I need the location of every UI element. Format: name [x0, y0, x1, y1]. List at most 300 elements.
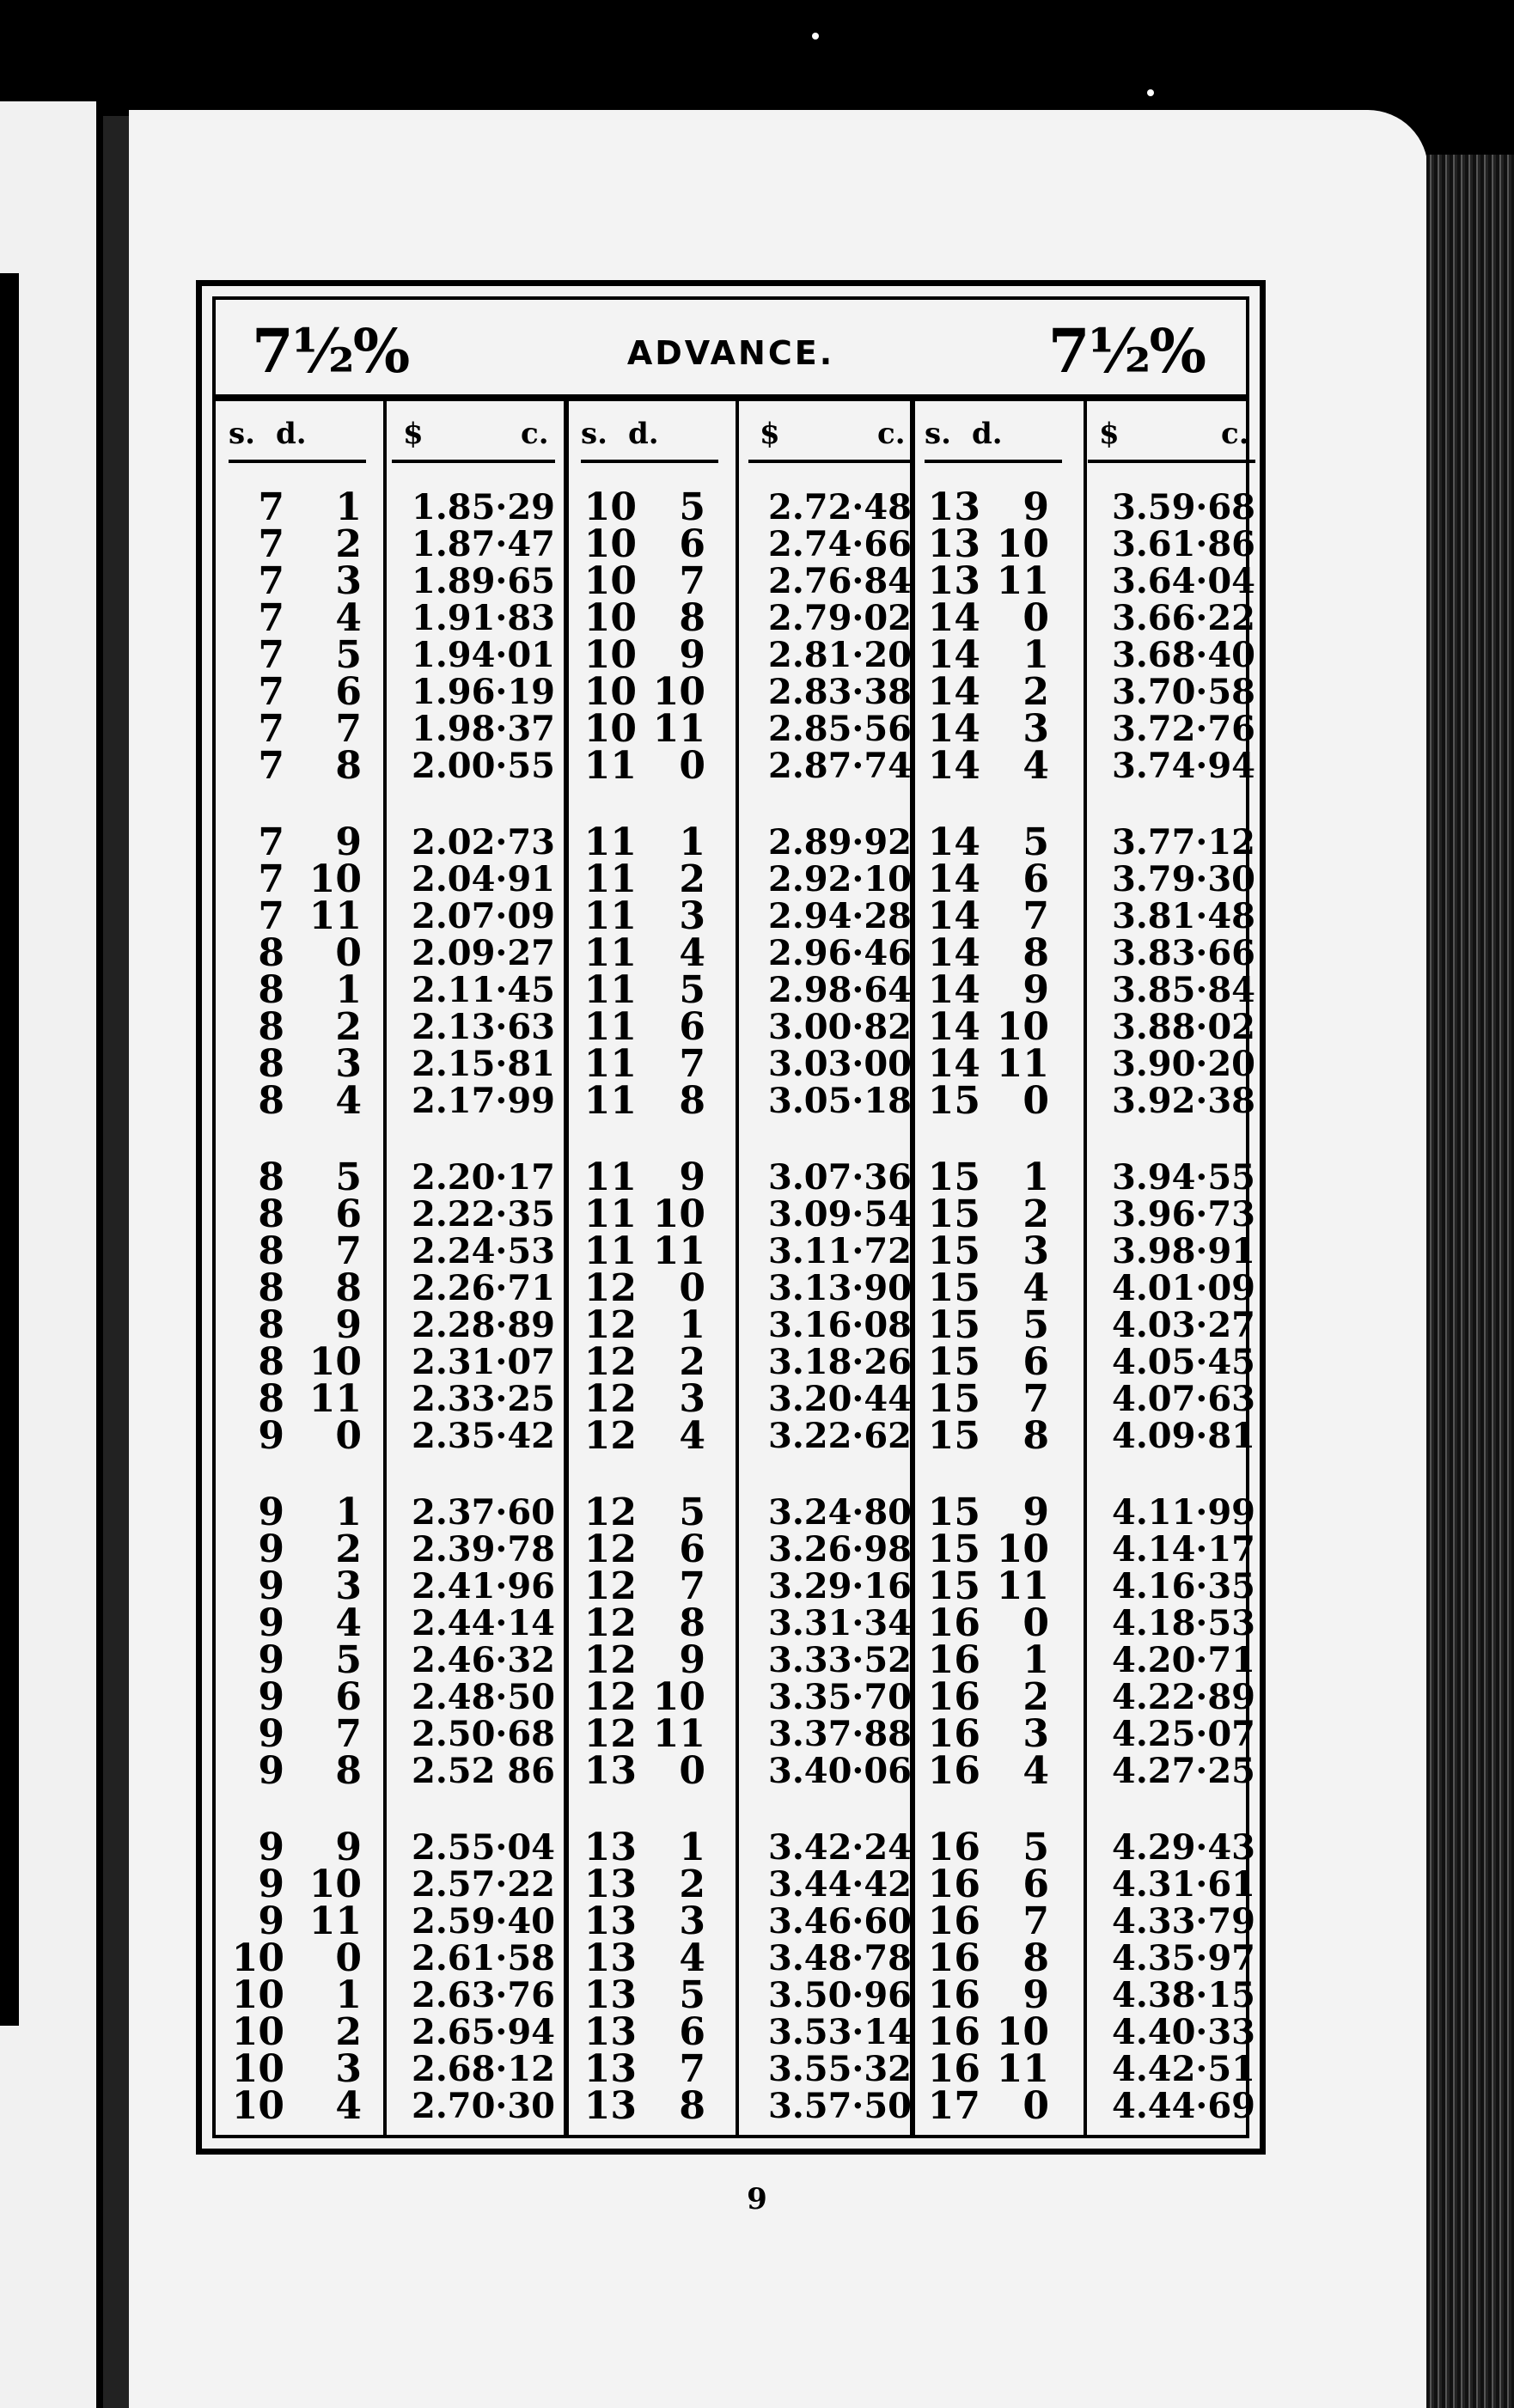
pence-cell: 6 — [1023, 1340, 1049, 1384]
pence-cell: 1 — [679, 820, 705, 864]
dollar-value-cell: 3.70·58 — [1111, 672, 1255, 712]
shillings-cell: 15 — [927, 1192, 980, 1236]
dollar-value-cell: 3.13·90 — [767, 1268, 912, 1308]
shillings-cell: 8 — [258, 1303, 284, 1347]
pence-cell: 3 — [1023, 1229, 1049, 1273]
header-underline — [1088, 460, 1255, 463]
column-header: c. — [877, 417, 906, 451]
dollar-value-cell: 3.61·86 — [1111, 524, 1255, 564]
dollar-value-cell: 4.38·15 — [1111, 1975, 1255, 2015]
dollar-value-cell: 4.42·51 — [1111, 2049, 1255, 2089]
shillings-cell: 12 — [583, 1303, 637, 1347]
dollar-value-cell: 2.11·45 — [411, 970, 555, 1010]
shillings-cell: 16 — [927, 1712, 980, 1756]
shillings-cell: 11 — [583, 931, 637, 975]
dollar-value-cell: 1.85·29 — [411, 487, 555, 527]
dollar-value-cell: 3.92·38 — [1111, 1081, 1255, 1121]
pence-cell: 4 — [679, 931, 705, 975]
pence-cell: 1 — [679, 1826, 705, 1869]
dollar-value-cell: 3.96·73 — [1111, 1194, 1255, 1234]
shillings-cell: 9 — [258, 1675, 284, 1719]
dollar-value-cell: 2.55·04 — [411, 1827, 555, 1868]
shillings-cell: 15 — [927, 1266, 980, 1310]
pence-cell: 10 — [996, 2010, 1049, 2054]
dollar-value-cell: 3.68·40 — [1111, 635, 1255, 675]
pence-cell: 8 — [679, 2084, 705, 2128]
pence-cell: 11 — [652, 1229, 705, 1273]
shillings-cell: 13 — [583, 2047, 637, 2091]
shillings-cell: 14 — [927, 931, 980, 975]
pence-cell: 0 — [1023, 1079, 1049, 1123]
pence-cell: 8 — [335, 1749, 362, 1793]
dollar-value-cell: 3.48·78 — [767, 1938, 912, 1978]
dollar-value-cell: 2.76·84 — [767, 561, 912, 601]
dollar-value-cell: 4.07·63 — [1111, 1379, 1255, 1419]
dollar-value-cell: 2.87·74 — [767, 746, 912, 786]
pence-cell: 11 — [996, 1564, 1049, 1608]
dust-speck — [812, 33, 819, 40]
dollar-value-cell: 1.89·65 — [411, 561, 555, 601]
column-header: d. — [276, 417, 307, 451]
pence-cell: 8 — [679, 1601, 705, 1645]
dollar-value-cell: 3.24·80 — [767, 1492, 912, 1533]
dollar-value-cell: 2.31·07 — [411, 1342, 555, 1382]
pence-cell: 11 — [652, 1712, 705, 1756]
pence-cell: 4 — [335, 1601, 362, 1645]
dollar-value-cell: 4.11·99 — [1111, 1492, 1255, 1533]
shillings-cell: 12 — [583, 1340, 637, 1384]
pence-cell: 9 — [1023, 1973, 1049, 2017]
dollar-value-cell: 2.92·10 — [767, 859, 912, 899]
dollar-value-cell: 2.81·20 — [767, 635, 912, 675]
dollar-value-cell: 3.22·62 — [767, 1416, 912, 1456]
shillings-cell: 11 — [583, 894, 637, 938]
dollar-value-cell: 2.20·17 — [411, 1157, 555, 1198]
dollar-value-cell: 2.22·35 — [411, 1194, 555, 1234]
shillings-cell: 12 — [583, 1527, 637, 1571]
header-underline — [581, 460, 718, 463]
column-header: $ — [1099, 417, 1120, 451]
shillings-cell: 15 — [927, 1377, 980, 1421]
dollar-value-cell: 2.68·12 — [411, 2049, 555, 2089]
shillings-cell: 14 — [927, 744, 980, 788]
pence-cell: 7 — [1023, 894, 1049, 938]
pence-cell: 7 — [335, 707, 362, 751]
dollar-value-cell: 3.46·60 — [767, 1901, 912, 1942]
shillings-cell: 14 — [927, 857, 980, 901]
shillings-cell: 12 — [583, 1601, 637, 1645]
shillings-cell: 13 — [583, 1973, 637, 2017]
shillings-cell: 13 — [927, 559, 980, 603]
dollar-value-cell: 1.94·01 — [411, 635, 555, 675]
shillings-cell: 10 — [583, 596, 637, 640]
dollar-value-cell: 2.26·71 — [411, 1268, 555, 1308]
rate-right: 7½% — [1047, 315, 1205, 387]
shillings-cell: 9 — [258, 1414, 284, 1458]
shillings-cell: 11 — [583, 1079, 637, 1123]
shillings-cell: 8 — [258, 1229, 284, 1273]
dollar-value-cell: 3.55·32 — [767, 2049, 912, 2089]
pence-cell: 9 — [335, 1303, 362, 1347]
pence-cell: 10 — [652, 1192, 705, 1236]
pence-cell: 3 — [1023, 1712, 1049, 1756]
shillings-cell: 12 — [583, 1414, 637, 1458]
shillings-cell: 8 — [258, 931, 284, 975]
shillings-cell: 8 — [258, 1377, 284, 1421]
shillings-cell: 11 — [583, 1005, 637, 1049]
shillings-cell: 11 — [583, 744, 637, 788]
shillings-cell: 7 — [258, 633, 284, 677]
dollar-value-cell: 2.35·42 — [411, 1416, 555, 1456]
shillings-cell: 8 — [258, 1155, 284, 1199]
pence-cell: 9 — [1023, 485, 1049, 529]
dollar-value-cell: 2.57·22 — [411, 1864, 555, 1905]
pence-cell: 8 — [1023, 1936, 1049, 1980]
pence-cell: 8 — [1023, 1414, 1049, 1458]
dollar-value-cell: 4.33·79 — [1111, 1901, 1255, 1942]
shillings-cell: 7 — [258, 522, 284, 566]
dollar-value-cell: 2.28·89 — [411, 1305, 555, 1345]
shillings-cell: 8 — [258, 1042, 284, 1086]
dollar-value-cell: 4.05·45 — [1111, 1342, 1255, 1382]
dollar-value-cell: 2.46·32 — [411, 1640, 555, 1680]
dust-speck — [1147, 89, 1154, 96]
dollar-value-cell: 4.29·43 — [1111, 1827, 1255, 1868]
shillings-cell: 15 — [927, 1229, 980, 1273]
pence-cell: 9 — [679, 633, 705, 677]
dollar-value-cell: 2.33·25 — [411, 1379, 555, 1419]
dollar-value-cell: 3.57·50 — [767, 2086, 912, 2126]
page-stack-edges — [1426, 155, 1514, 2408]
pence-cell: 4 — [679, 1936, 705, 1980]
shillings-cell: 7 — [258, 707, 284, 751]
shillings-cell: 9 — [258, 1826, 284, 1869]
pence-cell: 2 — [679, 857, 705, 901]
shillings-cell: 16 — [927, 1973, 980, 2017]
pence-cell: 11 — [308, 894, 362, 938]
pence-cell: 5 — [335, 1155, 362, 1199]
pence-cell: 8 — [679, 596, 705, 640]
page-number: 9 — [747, 2182, 767, 2216]
shillings-cell: 12 — [583, 1377, 637, 1421]
shillings-cell: 16 — [927, 1601, 980, 1645]
pence-cell: 6 — [1023, 1862, 1049, 1906]
table-title: ADVANCE. — [626, 334, 835, 372]
pence-cell: 0 — [679, 744, 705, 788]
pence-cell: 1 — [679, 1303, 705, 1347]
pence-cell: 5 — [679, 1973, 705, 2017]
dollar-value-cell: 3.18·26 — [767, 1342, 912, 1382]
dollar-value-cell: 3.77·12 — [1111, 822, 1255, 863]
shillings-cell: 10 — [231, 2084, 284, 2128]
pence-cell: 1 — [1023, 1155, 1049, 1199]
dollar-value-cell: 3.79·30 — [1111, 859, 1255, 899]
pence-cell: 11 — [996, 1042, 1049, 1086]
shillings-cell: 8 — [258, 1340, 284, 1384]
column-header: s. — [581, 417, 607, 451]
shillings-cell: 15 — [927, 1155, 980, 1199]
shillings-cell: 12 — [583, 1675, 637, 1719]
dollar-value-cell: 2.39·78 — [411, 1529, 555, 1570]
pence-cell: 7 — [335, 1229, 362, 1273]
pence-cell: 4 — [679, 1414, 705, 1458]
shillings-cell: 8 — [258, 1079, 284, 1123]
pence-cell: 2 — [679, 1862, 705, 1906]
shillings-cell: 13 — [583, 1936, 637, 1980]
previous-page-frame-edge — [0, 273, 19, 2026]
shillings-cell: 15 — [927, 1079, 980, 1123]
pence-cell: 2 — [335, 1527, 362, 1571]
dollar-value-cell: 3.88·02 — [1111, 1007, 1255, 1047]
dollar-value-cell: 2.50·68 — [411, 1714, 555, 1754]
pence-cell: 6 — [335, 670, 362, 714]
dollar-value-cell: 2.24·53 — [411, 1231, 555, 1271]
dollar-value-cell: 1.87·47 — [411, 524, 555, 564]
pence-cell: 2 — [679, 1340, 705, 1384]
shillings-cell: 14 — [927, 894, 980, 938]
dollar-value-cell: 3.83·66 — [1111, 933, 1255, 973]
pence-cell: 9 — [335, 1826, 362, 1869]
shillings-cell: 10 — [583, 670, 637, 714]
dollar-value-cell: 2.89·92 — [767, 822, 912, 863]
dollar-value-cell: 3.00·82 — [767, 1007, 912, 1047]
pence-cell: 0 — [1023, 2084, 1049, 2128]
shillings-cell: 13 — [583, 2010, 637, 2054]
dollar-value-cell: 3.07·36 — [767, 1157, 912, 1198]
shillings-cell: 11 — [583, 1229, 637, 1273]
pence-cell: 4 — [335, 2084, 362, 2128]
pence-cell: 3 — [335, 1042, 362, 1086]
shillings-cell: 13 — [583, 1899, 637, 1943]
dollar-value-cell: 3.66·22 — [1111, 598, 1255, 638]
pence-cell: 2 — [335, 522, 362, 566]
pence-cell: 0 — [1023, 1601, 1049, 1645]
pence-cell: 2 — [1023, 1192, 1049, 1236]
shillings-cell: 7 — [258, 485, 284, 529]
dollar-value-cell: 2.59·40 — [411, 1901, 555, 1942]
shillings-cell: 9 — [258, 1862, 284, 1906]
pence-cell: 8 — [335, 1266, 362, 1310]
shillings-cell: 7 — [258, 744, 284, 788]
dollar-value-cell: 2.52 86 — [411, 1751, 555, 1791]
shillings-cell: 13 — [583, 1749, 637, 1793]
dollar-value-cell: 3.20·44 — [767, 1379, 912, 1419]
shillings-cell: 14 — [927, 1042, 980, 1086]
dollar-value-cell: 1.96·19 — [411, 672, 555, 712]
shillings-cell: 14 — [927, 1005, 980, 1049]
column-header: s. — [229, 417, 255, 451]
pence-cell: 7 — [679, 1042, 705, 1086]
dollar-value-cell: 3.74·94 — [1111, 746, 1255, 786]
dollar-value-cell: 3.85·84 — [1111, 970, 1255, 1010]
dollar-value-cell: 2.37·60 — [411, 1492, 555, 1533]
pence-cell: 0 — [335, 1414, 362, 1458]
table-inner-frame — [212, 296, 1255, 2138]
shillings-cell: 12 — [583, 1638, 637, 1682]
dollar-value-cell: 3.05·18 — [767, 1081, 912, 1121]
shillings-cell: 16 — [927, 1826, 980, 1869]
dollar-value-cell: 3.59·68 — [1111, 487, 1255, 527]
dollar-value-cell: 3.40·06 — [767, 1751, 912, 1791]
shillings-cell: 10 — [583, 633, 637, 677]
dollar-value-cell: 2.63·76 — [411, 1975, 555, 2015]
pence-cell: 0 — [335, 1936, 362, 1980]
shillings-cell: 9 — [258, 1601, 284, 1645]
shillings-cell: 16 — [927, 1638, 980, 1682]
pence-cell: 4 — [1023, 744, 1049, 788]
pence-cell: 10 — [996, 1527, 1049, 1571]
dollar-value-cell: 3.09·54 — [767, 1194, 912, 1234]
dollar-value-cell: 2.44·14 — [411, 1603, 555, 1643]
shillings-cell: 11 — [583, 968, 637, 1012]
book-spine-shadow — [103, 116, 131, 2408]
shillings-cell: 13 — [927, 522, 980, 566]
shillings-cell: 11 — [583, 1155, 637, 1199]
dollar-value-cell: 2.61·58 — [411, 1938, 555, 1978]
dollar-value-cell: 4.16·35 — [1111, 1566, 1255, 1606]
shillings-cell: 15 — [927, 1564, 980, 1608]
shillings-cell: 7 — [258, 820, 284, 864]
shillings-cell: 8 — [258, 1192, 284, 1236]
shillings-cell: 9 — [258, 1899, 284, 1943]
pence-cell: 11 — [996, 559, 1049, 603]
pence-cell: 8 — [335, 744, 362, 788]
dollar-value-cell: 4.35·97 — [1111, 1938, 1255, 1978]
pence-cell: 10 — [652, 670, 705, 714]
dollar-value-cell: 3.11·72 — [767, 1231, 912, 1271]
shillings-cell: 13 — [583, 2084, 637, 2128]
rate-left: 7½% — [252, 315, 409, 387]
pence-cell: 2 — [335, 2010, 362, 2054]
shillings-cell: 16 — [927, 2010, 980, 2054]
pence-cell: 5 — [679, 1491, 705, 1534]
pence-cell: 7 — [335, 1712, 362, 1756]
shillings-cell: 11 — [583, 1042, 637, 1086]
shillings-cell: 10 — [583, 522, 637, 566]
dollar-value-cell: 2.41·96 — [411, 1566, 555, 1606]
pence-cell: 3 — [335, 559, 362, 603]
shillings-cell: 14 — [927, 968, 980, 1012]
dollar-value-cell: 2.74·66 — [767, 524, 912, 564]
shillings-cell: 13 — [583, 1826, 637, 1869]
shillings-cell: 10 — [231, 2010, 284, 2054]
dollar-value-cell: 3.33·52 — [767, 1640, 912, 1680]
pence-cell: 10 — [652, 1675, 705, 1719]
shillings-cell: 16 — [927, 1675, 980, 1719]
dollar-value-cell: 2.96·46 — [767, 933, 912, 973]
shillings-cell: 15 — [927, 1527, 980, 1571]
shillings-cell: 16 — [927, 1899, 980, 1943]
pence-cell: 1 — [1023, 633, 1049, 677]
pence-cell: 9 — [335, 820, 362, 864]
shillings-cell: 16 — [927, 1936, 980, 1980]
pence-cell: 3 — [679, 1377, 705, 1421]
pence-cell: 9 — [679, 1155, 705, 1199]
pence-cell: 8 — [1023, 931, 1049, 975]
pence-cell: 9 — [1023, 968, 1049, 1012]
dollar-value-cell: 4.25·07 — [1111, 1714, 1255, 1754]
pence-cell: 10 — [308, 857, 362, 901]
pence-cell: 2 — [1023, 1675, 1049, 1719]
dollar-value-cell: 4.09·81 — [1111, 1416, 1255, 1456]
pence-cell: 10 — [996, 522, 1049, 566]
dollar-value-cell: 3.03·00 — [767, 1044, 912, 1084]
table-body — [216, 485, 1255, 2135]
dollar-value-cell: 1.98·37 — [411, 709, 555, 749]
shillings-cell: 12 — [583, 1266, 637, 1310]
shillings-cell: 15 — [927, 1303, 980, 1347]
pence-cell: 3 — [335, 1564, 362, 1608]
pence-cell: 10 — [308, 1862, 362, 1906]
pence-cell: 7 — [1023, 1377, 1049, 1421]
shillings-cell: 14 — [927, 670, 980, 714]
shillings-cell: 7 — [258, 559, 284, 603]
pence-cell: 7 — [679, 559, 705, 603]
pence-cell: 7 — [1023, 1899, 1049, 1943]
dollar-value-cell: 3.53·14 — [767, 2012, 912, 2052]
shillings-cell: 15 — [927, 1414, 980, 1458]
pence-cell: 9 — [1023, 1491, 1049, 1534]
shillings-cell: 14 — [927, 633, 980, 677]
pence-cell: 5 — [335, 1638, 362, 1682]
dollar-value-cell: 3.81·48 — [1111, 896, 1255, 936]
pence-cell: 7 — [679, 2047, 705, 2091]
column-header: d. — [972, 417, 1003, 451]
shillings-cell: 10 — [231, 1973, 284, 2017]
dollar-value-cell: 3.50·96 — [767, 1975, 912, 2015]
shillings-cell: 12 — [583, 1712, 637, 1756]
dollar-value-cell: 2.17·99 — [411, 1081, 555, 1121]
pence-cell: 1 — [335, 1973, 362, 2017]
dollar-value-cell: 3.64·04 — [1111, 561, 1255, 601]
pence-cell: 11 — [308, 1899, 362, 1943]
pence-cell: 9 — [679, 1638, 705, 1682]
dollar-value-cell: 2.98·64 — [767, 970, 912, 1010]
pence-cell: 0 — [1023, 596, 1049, 640]
shillings-cell: 9 — [258, 1527, 284, 1571]
dollar-value-cell: 2.85·56 — [767, 709, 912, 749]
shillings-cell: 14 — [927, 596, 980, 640]
pence-cell: 10 — [996, 1005, 1049, 1049]
dollar-value-cell: 2.09·27 — [411, 933, 555, 973]
dollar-value-cell: 3.16·08 — [767, 1305, 912, 1345]
pence-cell: 5 — [1023, 1826, 1049, 1869]
pence-cell: 11 — [996, 2047, 1049, 2091]
pence-cell: 6 — [679, 2010, 705, 2054]
dollar-value-cell: 2.02·73 — [411, 822, 555, 863]
pence-cell: 1 — [335, 1491, 362, 1534]
header-underline — [229, 460, 366, 463]
dollar-value-cell: 2.79·02 — [767, 598, 912, 638]
dollar-value-cell: 3.94·55 — [1111, 1157, 1255, 1198]
shillings-cell: 14 — [927, 820, 980, 864]
dollar-value-cell: 3.44·42 — [767, 1864, 912, 1905]
dollar-value-cell: 2.72·48 — [767, 487, 912, 527]
dollar-value-cell: 3.35·70 — [767, 1677, 912, 1717]
pence-cell: 10 — [308, 1340, 362, 1384]
pence-cell: 0 — [679, 1749, 705, 1793]
column-header: $ — [760, 417, 780, 451]
pence-cell: 5 — [1023, 820, 1049, 864]
shillings-cell: 9 — [258, 1749, 284, 1793]
pence-cell: 2 — [1023, 670, 1049, 714]
dollar-value-cell: 3.90·20 — [1111, 1044, 1255, 1084]
pence-cell: 1 — [1023, 1638, 1049, 1682]
dollar-value-cell: 3.42·24 — [767, 1827, 912, 1868]
shillings-cell: 17 — [927, 2084, 980, 2128]
pence-cell: 6 — [679, 522, 705, 566]
pence-cell: 3 — [1023, 707, 1049, 751]
